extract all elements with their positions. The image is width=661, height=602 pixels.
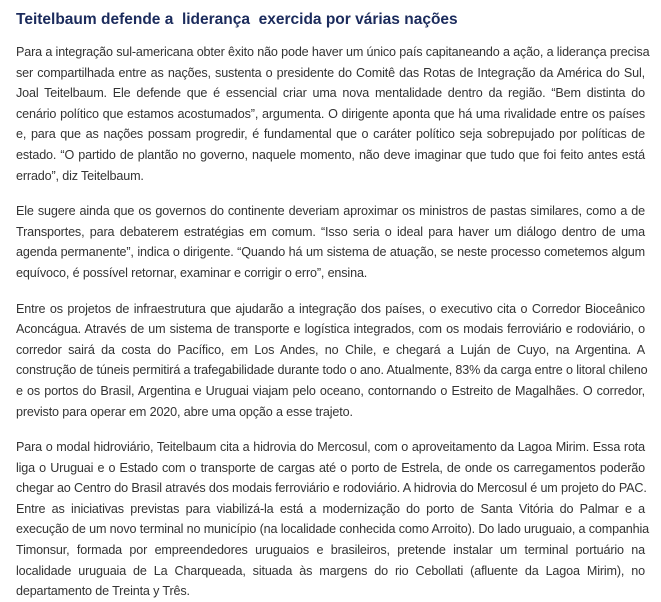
paragraph-line: e os portos do Brasil, Argentina e Uruguai viajam pelo oceano, contornando o Estreito de Magalhães. O corredor, [16, 383, 645, 398]
paragraph-line: Timonsur, formada por empreendedores uruguaios e brasileiros, pretende instalar um terminal portuário na [16, 543, 645, 558]
article-title: Teitelbaum defende a liderança exercida por várias nações [16, 11, 458, 28]
paragraph-line: Ele sugere ainda que os governos do continente deveriam aproximar os ministros de pastas similares, como a de [16, 204, 645, 219]
paragraph-line: cenário político que estamos acostumados”, argumenta. O dirigente aponta que há uma rivalidade entre os países [16, 106, 645, 121]
paragraph-line: Joal Teitelbaum. Ele defende que é essencial criar uma nova mentalidade dentro da região. “Bem distinta do [16, 86, 645, 101]
paragraph-line: e, para que as nações possam progredir, é fundamental que o caráter político seja sobrepujado por políticas de [16, 127, 645, 142]
paragraph-line: agenda permanente”, indica o dirigente. “Quando há um sistema de atuação, se neste processo cometemos algum [16, 245, 645, 260]
paragraph-line: Para a integração sul-americana obter êxito não pode haver um único país capitaneando a ação, a liderança precisa [16, 45, 650, 59]
paragraph-line: chegar ao Centro do Brasil através dos modais ferroviário e rodoviário. A hidrovia do Mercosul é um projeto do PAC. [16, 481, 647, 496]
paragraph-line: ser compartilhada entre as nações, sustenta o presidente do Comitê das Rotas de Integração da América do Sul, [16, 65, 645, 80]
paragraph-line: Transportes, para debaterem estratégias em comum. “Isso seria o ideal para haver um diálogo dentro de uma [16, 224, 645, 239]
paragraph-2 [16, 201, 645, 283]
paragraph-4 [16, 437, 650, 602]
paragraph-1 [16, 42, 650, 186]
paragraph-line: construção de túneis permitirá a trafegabilidade durante todo o ano. Atualmente, 83% da carga entre o litoral chileno [16, 363, 648, 378]
paragraph-line: equívoco, é possível retornar, examinar e corrigir o erro”, ensina. [16, 265, 368, 280]
paragraph-line: Entre os projetos de infraestrutura que ajudarão a integração dos países, o executivo cita o Corredor Bioceânico [16, 301, 645, 316]
paragraph-3 [16, 299, 648, 423]
paragraph-line: Entre as iniciativas previstas para viabilizá-la está a modernização do porto de Santa Vitória do Palmar e a [16, 501, 645, 516]
paragraph-line: errado”, diz Teitelbaum. [16, 168, 144, 183]
paragraph-line: Aconcágua. Através de um sistema de transporte e logística integrados, com os modais ferroviário e rodoviário, o [16, 322, 645, 337]
paragraph-line: estado. “O partido de plantão no governo, naquele momento, não deve imaginar que tudo que foi feito antes está [16, 147, 645, 162]
paragraph-line: corredor sairá da costa do Pacífico, em Los Andes, no Chile, e chegará a Luján de Cuyo, na Argentina. A [16, 342, 645, 357]
paragraph-line: Para o modal hidroviário, Teitelbaum cita a hidrovia do Mercosul, com o aproveitamento da Lagoa Mirim. Essa rota [16, 440, 645, 455]
paragraph-line: departamento de Treinta y Três. [16, 584, 190, 599]
paragraph-line: execução de um novo terminal no município (na localidade conhecida como Arroito). Do lado uruguaio, a companhia [16, 522, 650, 537]
paragraph-line: localidade uruguaia de La Charqueada, situada às margens do rio Cebollati (afluente da Lagoa Mirim), no [16, 563, 645, 578]
paragraph-line: liga o Uruguai e o Estado com o transporte de cargas até o porto de Estrela, de onde os carregamentos poderão [16, 460, 645, 475]
paragraph-line: previsto para operar em 2020, abre uma opção a esse trajeto. [16, 404, 353, 419]
